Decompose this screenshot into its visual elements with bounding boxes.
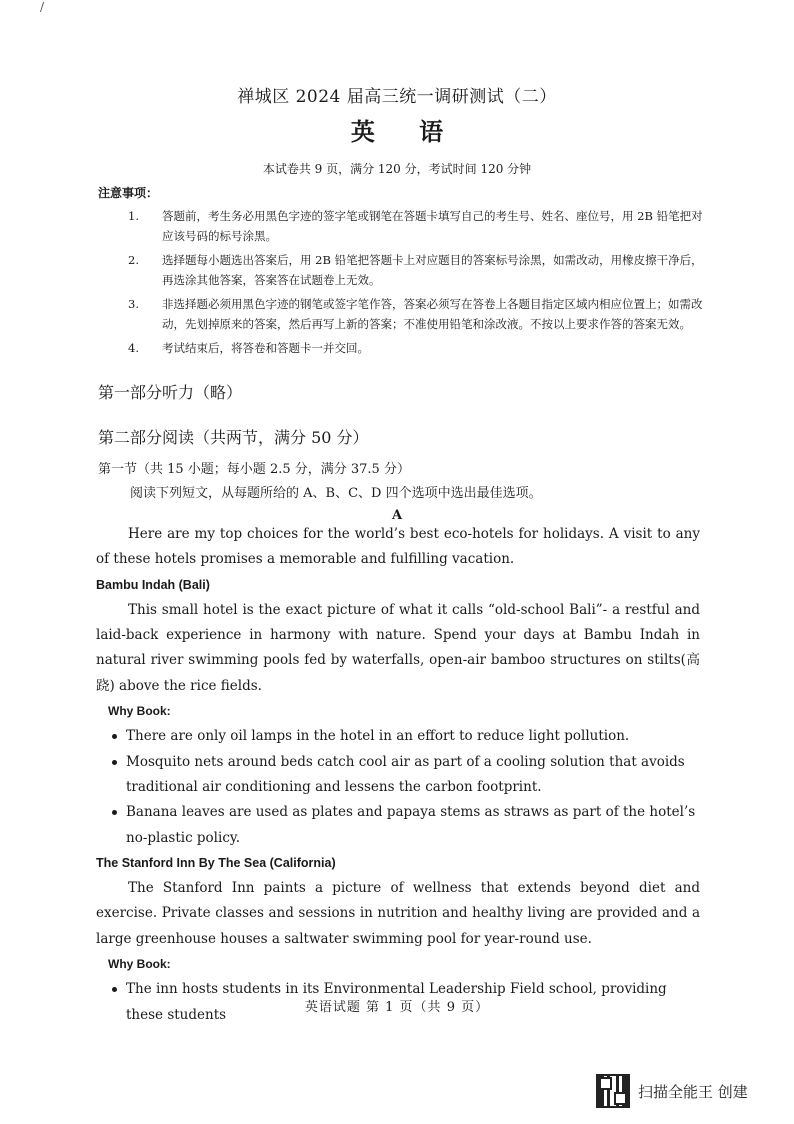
list-item-text: Banana leaves are used as plates and papaya stems as straws as part of the hotel’s no-plastic policy.	[126, 804, 696, 846]
subject-title: 英 语	[350, 117, 462, 146]
watermark-text: 扫描全能王 创建	[638, 1082, 748, 1101]
section-one-heading: 第一节（共 15 小题；每小题 2.5 分，满分 37.5 分）	[98, 462, 410, 477]
why-book-label: Why Book:	[108, 957, 171, 972]
notice-item	[128, 294, 704, 334]
list-item-text: Mosquito nets around beds catch cool air as part of a cooling solution that avoids traditional air conditioning and lessens the carbon footprint.	[126, 753, 685, 795]
list-item-text: There are only oil lamps in the hotel in an effort to reduce light pollution.	[126, 728, 630, 745]
why-book-label: Why Book:	[108, 704, 171, 719]
notice-text: 选择题每小题选出答案后，用 2B 铅笔把答题卡上对应题目的答案标号涂黑，如需改动，用橡皮擦干净后，再选涂其他答案，答案答在试题卷上无效。	[162, 253, 703, 287]
list-item-text: The inn hosts students in its Environmental Leadership Field school, providing these students	[126, 981, 667, 1023]
passage-letter: A	[391, 508, 403, 523]
notice-number: 4.	[128, 341, 139, 355]
notice-text: 答题前，考生务必用黑色字迹的签字笔或钢笔在答题卡填写自己的考生号、姓名、座位号，用 2B 铅笔把对应该号码的标号涂黑。	[162, 209, 703, 243]
corner-mark: /	[40, 0, 45, 14]
notice-number: 1.	[128, 209, 139, 223]
why-book-list	[96, 724, 700, 850]
notice-item	[128, 250, 704, 290]
notice-item	[128, 206, 704, 246]
notice-item	[128, 338, 704, 358]
qr-code-icon	[596, 1074, 630, 1108]
bullet-icon	[112, 760, 117, 765]
hotel-name: Bambu Indah (Bali)	[96, 577, 210, 592]
list-item	[110, 724, 700, 749]
passage-a	[96, 522, 700, 1028]
list-item	[110, 750, 700, 801]
bullet-icon	[112, 987, 117, 992]
notice-heading: 注意事项：	[98, 186, 159, 200]
notice-text: 考试结束后，将答卷和答题卡一并交回。	[162, 341, 369, 355]
notice-number: 2.	[128, 253, 139, 267]
notice-number: 3.	[128, 297, 139, 311]
notice-list	[128, 206, 704, 362]
passage-intro: Here are my top choices for the world’s best eco-hotels for holidays. A visit to any of these hotels promises a memorable and fulfilling vacation.	[96, 526, 700, 568]
bullet-icon	[112, 734, 117, 739]
reading-instruction: 阅读下列短文，从每题所给的 A、B、C、D 四个选项中选出最佳选项。	[130, 486, 542, 501]
exam-title: 禅城区 2024 届高三统一调研测试（二）	[237, 87, 557, 107]
hotel-name: The Stanford Inn By The Sea (California)	[96, 855, 336, 870]
list-item	[110, 800, 700, 851]
bullet-icon	[112, 810, 117, 815]
scanner-watermark	[596, 1074, 748, 1108]
hotel-description: This small hotel is the exact picture of what it calls “old-school Bali”- a restful and laid-back experience in harmony with nature. Spend your days at Bambu Indah in natural river swimming pools fed by waterfalls, open-air bamboo structures on stilts(高跷) above the rice fields.	[96, 601, 700, 694]
hotel-description: The Stanford Inn paints a picture of wellness that extends beyond diet and exercise. Private classes and sessions in nutrition and healthy living are provided and a large greenhouse houses a saltwater swimming pool for year-round use.	[96, 880, 700, 947]
part-one-heading: 第一部分听力（略）	[98, 383, 243, 402]
page-footer: 英语试题 第 1 页（共 9 页）	[304, 1000, 490, 1015]
notice-text: 非选择题必须用黑色字迹的钢笔或签字笔作答，答案必须写在答卷上各题目指定区域内相应位置上；如需改动，先划掉原来的答案，然后再写上新的答案；不准使用铅笔和涂改液。不按以上要求作答的答案无效。	[162, 297, 703, 331]
part-two-heading: 第二部分阅读（共两节，满分 50 分）	[98, 428, 369, 447]
exam-info: 本试卷共 9 页，满分 120 分，考试时间 120 分钟	[262, 162, 532, 176]
